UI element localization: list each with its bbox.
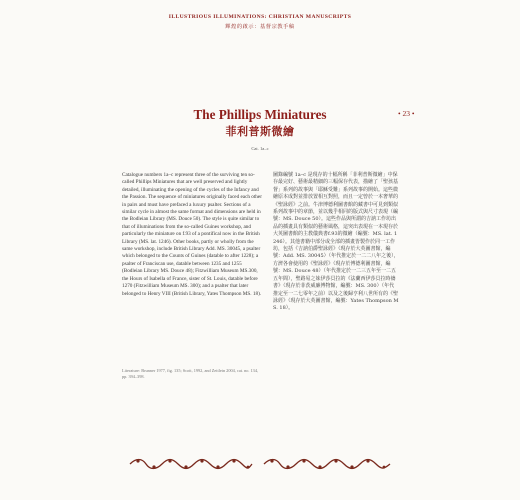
body-text-en: Catalogue numbers 1a–c represent three of the surviving ten so-called Phillips Miniatures that are well preserved and lightly detailed, illuminating the opening of the cycles of the Infancy and the Passion. The sequence of miniatures originally faced each other in pairs and must have prefaced a luxury psalter. Sections of a similar cycle in almost the same format and dimensions are held in the Bodleian Library (MS. Douce 50). The style is quite similar to that of illuminations from the so-called Guines workshop, and particularly the miniature on f.93 of a pontifical now in the British Library (MS. lat. 1246). Other books, partly or wholly from the same workshop, include British Library Add. MS. 30045, a psalter which belonged to the Counts of Guines (datable to after 1228); a psalter of Franciscan use, datable between 1235 and 1255 (Bodleian Library MS. Douce 48); Fitzwilliam Museum MS.300, the Hours of Isabella of France, sister of St. Louis, datable before 1270 (Fitzwilliam Museum MS. 300); and a psalter that later belonged to Henry VIII (British Library, Yates Thompson MS. 18). — [122, 172, 262, 297]
article-title-zh: 菲利普斯微繪 — [225, 125, 295, 138]
literature-references: Literature: Brunner 1977, fig. 135; Scott, 1992, and Zeitlein 2004, cat. no. 134, pp. 394–398. — [122, 368, 259, 379]
ornamental-border-left — [128, 457, 254, 471]
body-text-zh: 圖錄編號 1a–c 是現存的十幅所稱「菲利普斯微繪」中保存最完好、藝術最精細的三幅保存代表，描繪了「聖孩基督」系列的故事與「耶穌受難」系列故事的開始。這些微繪原本成對並排放置相互對照，而且一定曾於一本奢華的《聖詠經》之前。牛津博德利圖書館的藏書中可見到類似系列故事中的章節，並以幾乎相同的版式與尺寸表現（編號：MS. Douce 50）。這些作品與所謂的吉訥工作坊出品的插畫具有類似的藝術風格，這突出表現在一本現存於大英圖書館的主教儀典書f.93的微繪（編號：MS. lat. 1246）。其他書籍中部分或全部的插畫皆製作於同一工作坊，包括《吉訥伯爵聖詠經》（現存於大英圖書館，編號：Add. MS. 30045）（年代推定於一二二八年之後），方濟各會使用的《聖詠經》（現存於博德利圖書館，編號：MS. Douce 48）（年代推定於一二三五年至一二五五年間），聖路易之妹伊莎貝拉的《法蘭西伊莎貝拉時禱書》（現存於菲茨威廉博物館，編號：MS. 300）（年代推定至一二七零年之前）以及之後歸亨利八世所有的《聖詠經》（現存於大英圖書館，編號：Yates Thompson MS. 18）。 — [273, 172, 399, 312]
article-title-en: The Phillips Miniatures — [193, 107, 327, 122]
ornamental-border-right — [262, 457, 392, 471]
scroll-vine-border-icon — [128, 457, 254, 471]
running-header-zh: 輝煌的啟示：基督宗教手稿 — [225, 24, 295, 30]
catalogue-reference: Cat. 1a–c — [251, 146, 269, 151]
running-header-en: ILLUSTRIOUS ILLUMINATIONS: CHRISTIAN MANUSCRIPTS — [168, 14, 352, 20]
page-number: • 23 • — [398, 109, 415, 118]
scroll-vine-border-icon — [262, 457, 392, 471]
